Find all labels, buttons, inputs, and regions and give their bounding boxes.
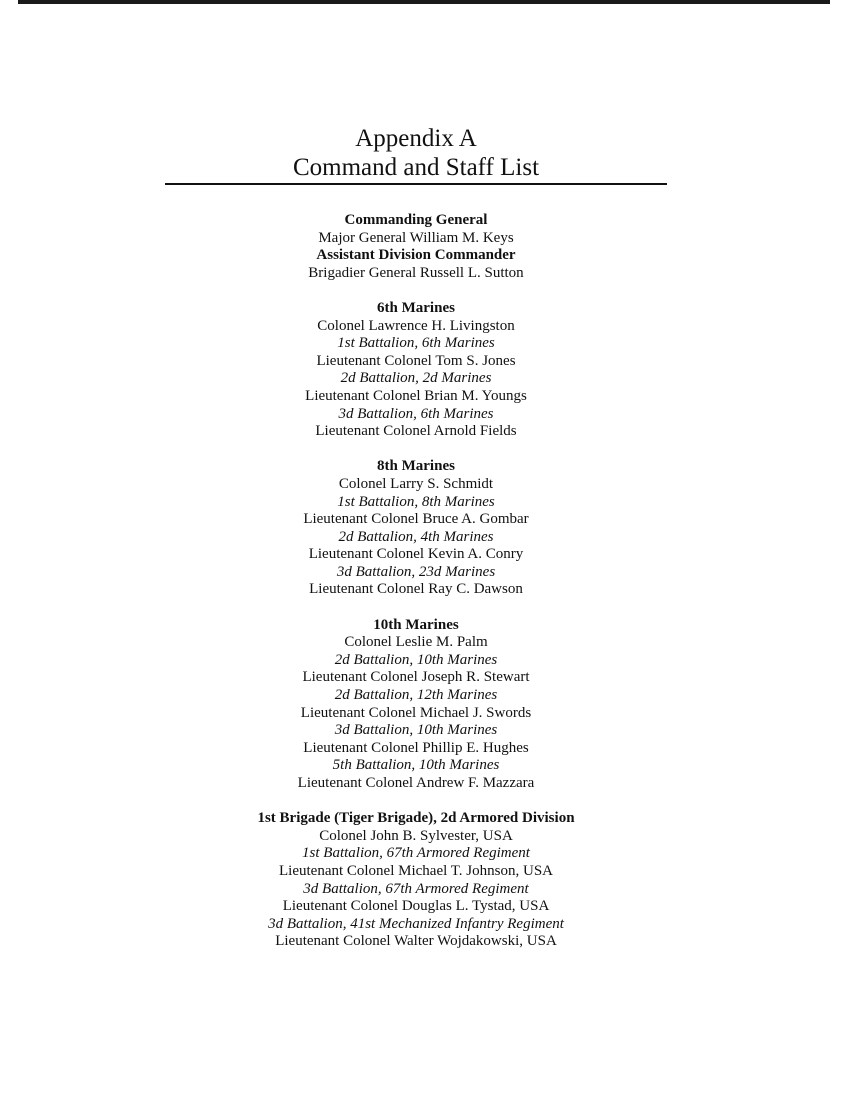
officer-name: Lieutenant Colonel Brian M. Youngs [305,387,527,404]
officer-name: Lieutenant Colonel Michael J. Swords [300,704,532,721]
officer-name: Lieutenant Colonel Phillip E. Hughes [303,739,529,756]
officer-name: Lieutenant Colonel Arnold Fields [315,423,517,440]
section-gap [165,793,667,811]
unit-name: 1st Battalion, 8th Marines [337,493,495,510]
command-section [165,617,667,793]
unit-name: 2d Battalion, 4th Marines [338,528,494,545]
section-heading: 6th Marines [377,299,455,316]
unit-name: 2d Battalion, 10th Marines [334,651,498,668]
command-section [165,458,667,599]
appendix-title: Appendix A [355,125,477,152]
unit-name: 3d Battalion, 67th Armored Regiment [303,880,529,897]
unit-name: 2d Battalion, 12th Marines [334,687,498,704]
officer-name: Lieutenant Colonel Kevin A. Conry [308,546,524,563]
officer-name: Colonel John B. Sylvester, USA [319,827,513,844]
command-section [165,810,667,951]
officer-name: Lieutenant Colonel Bruce A. Gombar [303,511,529,528]
officer-name: Colonel Lawrence H. Livingston [317,317,515,334]
section-heading: 10th Marines [373,616,459,633]
command-section [165,212,667,282]
section-gap [165,441,667,459]
unit-name: 1st Battalion, 67th Armored Regiment [302,845,530,862]
officer-name: Lieutenant Colonel Ray C. Dawson [309,581,523,598]
officer-name: Colonel Larry S. Schmidt [338,475,494,492]
title-divider [165,183,667,185]
section-gap [165,599,667,617]
unit-name: 5th Battalion, 10th Marines [332,757,500,774]
officer-name: Lieutenant Colonel Walter Wojdakowski, USA [275,933,557,950]
top-border-rule [18,0,830,4]
unit-name: 3d Battalion, 23d Marines [336,563,496,580]
section-heading: Commanding General [344,212,488,228]
officer-name: Lieutenant Colonel Michael T. Johnson, USA [279,862,553,879]
officer-name: Major General William M. Keys [318,229,514,246]
section-gap [165,282,667,300]
officer-name: Lieutenant Colonel Tom S. Jones [316,352,516,369]
unit-name: 3d Battalion, 41st Mechanized Infantry Regiment [268,915,564,932]
officer-name: Lieutenant Colonel Andrew F. Mazzara [297,775,535,791]
officer-name: Lieutenant Colonel Joseph R. Stewart [302,669,530,686]
unit-name: 3d Battalion, 10th Marines [334,722,498,739]
section-heading: 1st Brigade (Tiger Brigade), 2d Armored Division [257,810,575,827]
staff-list [165,212,667,951]
command-section [165,300,667,441]
unit-name: 3d Battalion, 6th Marines [338,405,494,422]
unit-name: 2d Battalion, 2d Marines [340,370,492,387]
page-heading [165,124,667,182]
section-heading: Assistant Division Commander [316,247,516,264]
unit-name: 1st Battalion, 6th Marines [337,335,495,352]
section-heading: 8th Marines [377,458,455,475]
officer-name: Colonel Leslie M. Palm [344,634,488,651]
appendix-subtitle: Command and Staff List [292,154,540,181]
officer-name: Lieutenant Colonel Douglas L. Tystad, USA [282,898,550,915]
officer-name: Brigadier General Russell L. Sutton [308,264,524,281]
